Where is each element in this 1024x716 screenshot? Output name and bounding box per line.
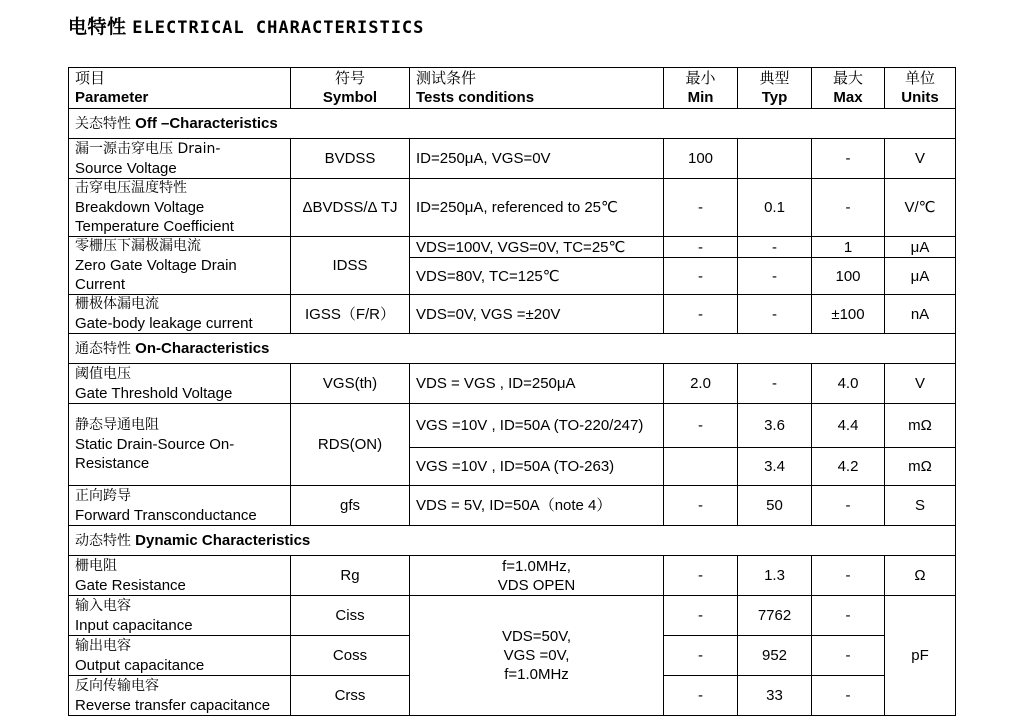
symbol-cell: gfs [291,486,410,526]
min-cell: 2.0 [664,364,738,404]
min-cell: - [664,295,738,334]
typ-cell: 33 [738,676,812,716]
unit-cell: pF [885,596,956,716]
typ-cell: - [738,237,812,258]
section-off-characteristics: 关态特性 Off –Characteristics [69,109,956,139]
condition-cell: VDS=50V, VGS =0V, f=1.0MHz [410,596,664,716]
param-cell: 反向传输电容 Reverse transfer capacitance [69,676,291,716]
max-cell: 1 [812,237,885,258]
param-cell: 击穿电压温度特性 Breakdown Voltage Temperature Coefficient [69,179,291,237]
title-cn: 电特性 [68,17,127,38]
typ-cell: 1.3 [738,556,812,596]
max-cell: - [812,676,885,716]
min-cell: 100 [664,139,738,179]
symbol-cell: Crss [291,676,410,716]
section-dynamic-characteristics: 动态特性 Dynamic Characteristics [69,526,956,556]
typ-cell: - [738,258,812,295]
min-cell: - [664,258,738,295]
symbol-cell: RDS(ON) [291,404,410,486]
symbol-cell: Rg [291,556,410,596]
typ-cell: 3.4 [738,448,812,486]
header-min: 最小 Min [664,68,738,109]
condition-cell: ID=250μA, referenced to 25℃ [410,179,664,237]
table-row [69,364,956,404]
max-cell: ±100 [812,295,885,334]
unit-cell: S [885,486,956,526]
symbol-cell: IGSS（F/R） [291,295,410,334]
header-conditions: 测试条件 Tests conditions [410,68,664,109]
table-row [69,139,956,179]
max-cell: - [812,486,885,526]
min-cell: - [664,596,738,636]
typ-cell [738,139,812,179]
unit-cell: mΩ [885,448,956,486]
header-symbol: 符号 Symbol [291,68,410,109]
header-max: 最大 Max [812,68,885,109]
max-cell: - [812,556,885,596]
condition-cell: VDS = VGS , ID=250μA [410,364,664,404]
title-en: ELECTRICAL CHARACTERISTICS [132,18,425,38]
typ-cell: - [738,295,812,334]
table-row [69,556,956,596]
condition-cell: VGS =10V , ID=50A (TO-220/247) [410,404,664,448]
param-cell: 零栅压下漏极漏电流 Zero Gate Voltage Drain Current [69,237,291,295]
symbol-cell: Coss [291,636,410,676]
max-cell: 4.4 [812,404,885,448]
header-parameter: 项目 Parameter [69,68,291,109]
electrical-characteristics-table [68,67,956,716]
condition-cell: VDS = 5V, ID=50A（note 4） [410,486,664,526]
param-cell: 正向跨导 Forward Transconductance [69,486,291,526]
param-cell: 阈值电压 Gate Threshold Voltage [69,364,291,404]
min-cell: - [664,179,738,237]
header-typ: 典型 Typ [738,68,812,109]
max-cell: - [812,179,885,237]
max-cell: 4.0 [812,364,885,404]
min-cell [664,448,738,486]
min-cell: - [664,404,738,448]
typ-cell: 0.1 [738,179,812,237]
min-cell: - [664,636,738,676]
unit-cell: V [885,364,956,404]
condition-cell: VGS =10V , ID=50A (TO-263) [410,448,664,486]
symbol-cell: VGS(th) [291,364,410,404]
unit-cell: μA [885,237,956,258]
param-cell: 输入电容 Input capacitance [69,596,291,636]
max-cell: - [812,139,885,179]
symbol-cell: Ciss [291,596,410,636]
min-cell: - [664,486,738,526]
param-cell: 栅极体漏电流 Gate-body leakage current [69,295,291,334]
table-header-row [69,68,956,109]
unit-cell: mΩ [885,404,956,448]
table-row [69,237,956,258]
param-cell: 栅电阻 Gate Resistance [69,556,291,596]
max-cell: - [812,636,885,676]
condition-cell: VDS=0V, VGS =±20V [410,295,664,334]
typ-cell: 952 [738,636,812,676]
param-cell: 漏一源击穿电压 Drain- Source Voltage [69,139,291,179]
typ-cell: 7762 [738,596,812,636]
min-cell: - [664,237,738,258]
symbol-cell: ΔBVDSS/Δ TJ [291,179,410,237]
typ-cell: 50 [738,486,812,526]
min-cell: - [664,676,738,716]
typ-cell: - [738,364,812,404]
table-row [69,404,956,448]
unit-cell: μA [885,258,956,295]
table-row [69,596,956,636]
unit-cell: Ω [885,556,956,596]
condition-cell: ID=250μA, VGS=0V [410,139,664,179]
symbol-cell: IDSS [291,237,410,295]
header-units: 单位 Units [885,68,956,109]
unit-cell: nA [885,295,956,334]
condition-cell: f=1.0MHz, VDS OPEN [410,556,664,596]
param-cell: 输出电容 Output capacitance [69,636,291,676]
param-cell: 静态导通电阻 Static Drain-Source On- Resistance [69,404,291,486]
max-cell: 4.2 [812,448,885,486]
min-cell: - [664,556,738,596]
unit-cell: V [885,139,956,179]
unit-cell: V/℃ [885,179,956,237]
table-row [69,295,956,334]
max-cell: - [812,596,885,636]
page-title [68,12,424,39]
table-row [69,486,956,526]
condition-cell: VDS=80V, TC=125℃ [410,258,664,295]
table-row [69,179,956,237]
symbol-cell: BVDSS [291,139,410,179]
section-on-characteristics: 通态特性 On-Characteristics [69,334,956,364]
typ-cell: 3.6 [738,404,812,448]
condition-cell: VDS=100V, VGS=0V, TC=25℃ [410,237,664,258]
max-cell: 100 [812,258,885,295]
